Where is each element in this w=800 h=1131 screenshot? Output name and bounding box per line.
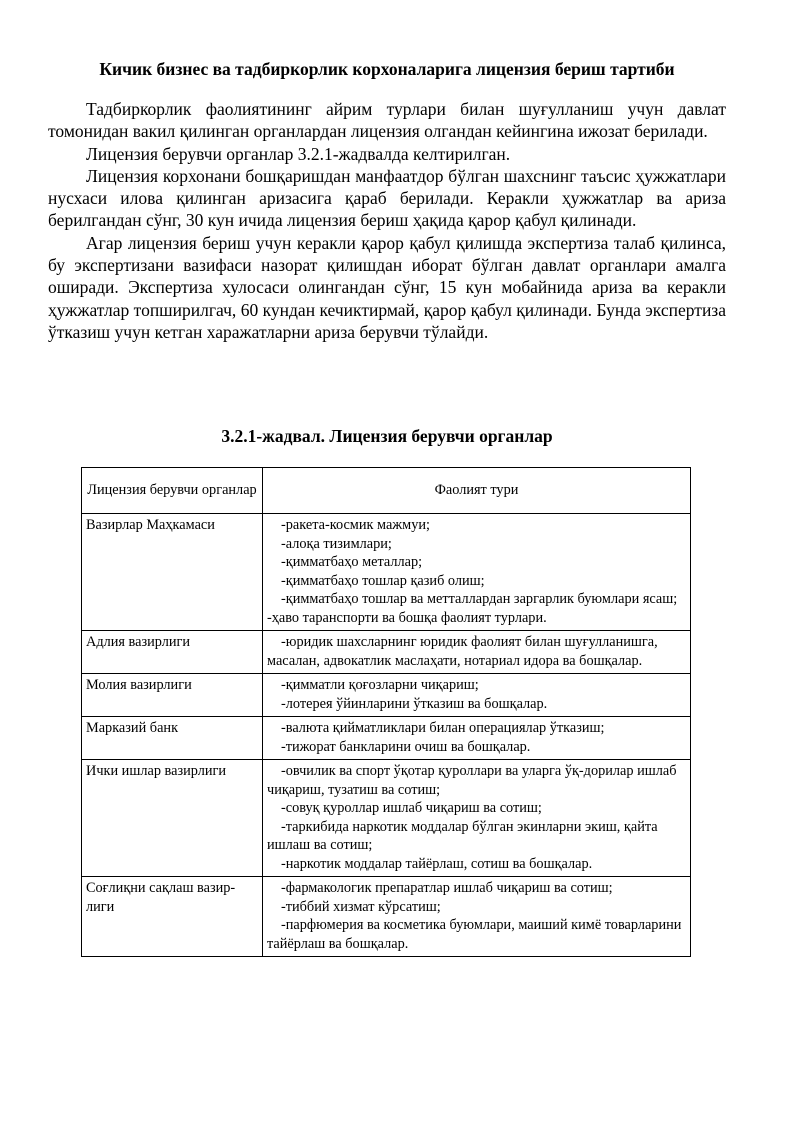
paragraph: Агар лицензия бериш учун керакли қарор қабул қилишда экспертиза талаб қилинса, бу экспертизани вазифаси назорат қилишдан иборат бўлган давлат органлари амалга оширади. Экспертиза хулосаси олингандан сўнг, 15 кун мобайнида ариза ва керакли ҳужжатлар топширилгач, 60 кундан кечиктирмай, қарор қабул қилинади. Бунда экспертиза ўтказиш учун кетган харажатларни ариза берувчи тўлайди.: [48, 232, 726, 342]
header-activity: Фаолият тури: [263, 468, 691, 514]
paragraph: Лицензия берувчи органлар 3.2.1-жадвалда келтирилган.: [86, 143, 511, 164]
activity-item: -ракета-космик мажмуи;: [281, 517, 431, 533]
table-row: [82, 514, 691, 631]
table-caption: 3.2.1-жадвал. Лицензия берувчи органлар: [221, 426, 553, 446]
organ-cell: Марказий банк: [82, 717, 263, 760]
activity-item: -тижорат банкларини очиш ва бошқалар.: [281, 738, 531, 755]
table-row: [82, 674, 691, 717]
activity-item: -парфюмерия ва косметика буюмлари, маиший кимё товарларини тайёрлаш ва бошқалар.: [267, 917, 682, 952]
activity-item: -наркотик моддалар тайёрлаш, сотиш ва бошқалар.: [281, 855, 593, 872]
activity-item: -қимматбаҳо тошлар қазиб олиш;: [281, 572, 485, 589]
activity-item: -таркибида наркотик моддалар бўлган экинларни экиш, қайта ишлаш ва сотиш;: [267, 818, 658, 853]
activity-item: -қимматли қоғозларни чиқариш;: [281, 677, 479, 693]
table-row: [82, 760, 691, 877]
table-body: [82, 514, 691, 957]
activity-item: -қимматбаҳо тошлар ва метталлардан заргарлик буюмлари ясаш;: [281, 591, 678, 607]
document-title: Кичик бизнес ва тадбиркорлик корхоналарига лицензия бериш тартиби: [99, 59, 675, 79]
activity-cell: [263, 877, 691, 957]
activity-item: -қимматбаҳо металлар;: [281, 554, 423, 570]
activity-item: -овчилик ва спорт ўқотар қуроллари ва уларга ўқ-дорилар ишлаб чиқариш, тузатиш ва сотиш;: [267, 763, 677, 798]
table-row: [82, 717, 691, 760]
activity-item: -ҳаво таранспорти ва бошқа фаолият турлари.: [267, 609, 547, 626]
activity-cell: [263, 514, 691, 631]
activity-item: -тиббий хизмат кўрсатиш;: [281, 898, 441, 915]
header-organ: Лицензия берувчи органлар: [82, 468, 263, 514]
license-table: [81, 467, 691, 957]
organ-cell: Вазирлар Маҳкамаси: [82, 514, 263, 631]
organ-cell: Адлия вазирлиги: [82, 631, 263, 674]
activity-item: -лотерея ўйинларини ўтказиш ва бошқалар.: [281, 695, 548, 712]
activity-cell: [263, 717, 691, 760]
activity-item: -совуқ қуроллар ишлаб чиқариш ва сотиш;: [281, 800, 542, 816]
activity-cell: [263, 631, 691, 674]
organ-cell: Ички ишлар вазирлиги: [82, 760, 263, 877]
paragraph: Лицензия корхонани бошқаришдан манфаатдор бўлган шахснинг таъсис ҳужжатлари нусхаси илова қилинган аризасига қараб берилади. Керакли ҳужжатлар ва ариза берилгандан сўнг, 30 кун ичида лицензия бериш ҳақида қарор қабул қилинади.: [48, 165, 726, 231]
table-row: [82, 877, 691, 957]
activity-cell: [263, 760, 691, 877]
activity-item: -алоқа тизимлари;: [281, 535, 392, 552]
organ-cell: Молия вазирлиги: [82, 674, 263, 717]
table-row: [82, 631, 691, 674]
activity-cell: [263, 674, 691, 717]
activity-item: -валюта қийматликлари билан операциялар ўтказиш;: [281, 720, 605, 736]
document-body: [48, 98, 726, 343]
activity-item: -фармакологик препаратлар ишлаб чиқариш ва сотиш;: [281, 880, 613, 896]
organ-cell: Соғлиқни сақлаш вазир-лиги: [82, 877, 263, 957]
activity-item: -юридик шахсларнинг юридик фаолият билан шуғулланишга, масалан, адвокатлик маслаҳати, нотариал идора ва бошқалар.: [267, 634, 658, 669]
table-header-row: [82, 468, 691, 514]
paragraph: Тадбиркорлик фаолиятининг айрим турлари билан шуғулланиш учун давлат томонидан вакил қилинган органлардан лицензия олгандан кейингина ижозат берилади.: [48, 99, 726, 142]
